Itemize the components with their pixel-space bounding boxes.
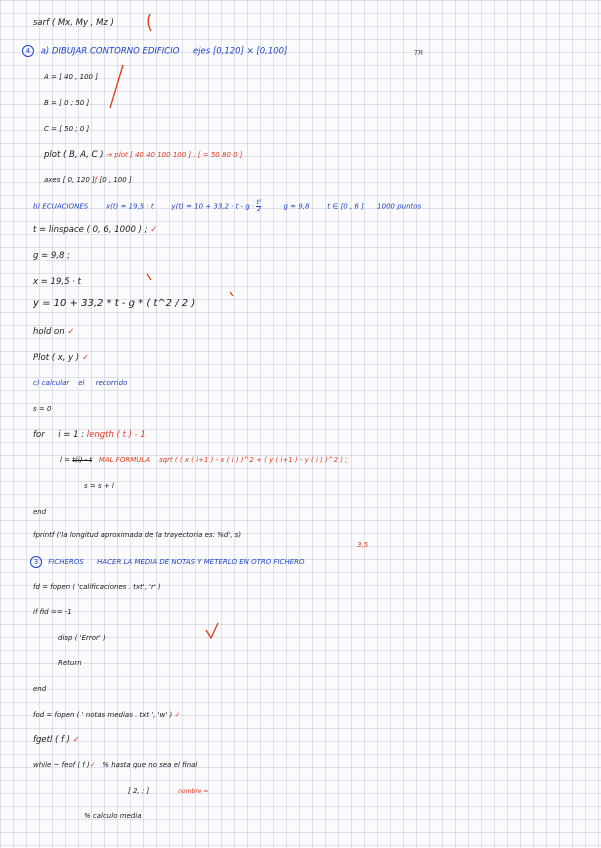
check-icon: ✓ (174, 711, 181, 719)
axes-call-tail: [0 , 100 ] (99, 176, 132, 184)
equations-heading (33, 200, 421, 213)
check-icon: ✓ (89, 761, 96, 769)
return-line: Return (58, 659, 82, 667)
point-b: B = [ 0 ; 50 ] (44, 99, 90, 107)
for-range: i = 1 : (58, 430, 85, 440)
while-comment: % hasta que no sea el final (102, 761, 198, 769)
section-c-word2: el (78, 379, 85, 387)
s-init: s = 0 (33, 405, 52, 413)
check-icon: ✓ (67, 327, 75, 337)
files-task: HACER LA MEDIA DE NOTAS Y METERLO EN OTRO FICHERO (97, 558, 305, 566)
fprintf-line: fprintf ('la longitud aproximada de la trayectoria es: %d', s) (33, 531, 242, 539)
end-for: end (33, 508, 47, 516)
red-bracket-stroke (148, 14, 151, 31)
for-line (33, 430, 146, 441)
check-icon: ✓ (150, 225, 158, 235)
s-accumulate: s = s + l (84, 482, 114, 490)
sqrt-formula: sqrt ( ( x ( i+1 ) - x ( i ) )^2 + ( y ( i+1 ) - y ( i ) )^2 ) ; (158, 456, 348, 464)
while-condition: while ~ feof ( f ) (33, 761, 90, 769)
axes-call: axes [ 0, 120 ] (44, 176, 95, 184)
section-number: 3 (30, 556, 42, 568)
linspace-call: t = linspace ( 0, 6, 1000 ) ; (33, 225, 148, 235)
red-tick-mark-2 (147, 274, 151, 280)
section-3-heading (30, 556, 305, 568)
plot-call: plot ( B, A, C ) (44, 150, 104, 160)
plot-correction: → plot [ 40 40 100 100 ] . [ = 50 80 0 ] (106, 151, 243, 159)
fraction-numerator: t² (256, 199, 262, 206)
distance-line (60, 455, 348, 466)
time-range: t ∈ [0 , 6 ] (327, 202, 364, 211)
fgetl-line (33, 735, 80, 746)
points-count: 1000 puntos (377, 202, 422, 211)
equations-title: b) ECUACIONES (33, 202, 89, 211)
disp-error: disp ( 'Error' ) (58, 634, 106, 642)
check-icon: ✓ (81, 353, 90, 363)
strike-mark: ƒ (94, 176, 98, 184)
axes-range: ejes [0,120] × [0,100] (192, 46, 288, 57)
point-a: A = [ 40 , 100 ] (44, 73, 98, 81)
struck-formula: t(i) - t (72, 456, 93, 464)
section-c-word1: c) calcular (33, 379, 70, 387)
row-slice: [ 2, : ] (128, 787, 150, 795)
fraction-denominator: 2 (256, 206, 261, 213)
red-slash-stroke (110, 65, 123, 108)
axes-line (44, 175, 132, 186)
wrong-formula-note: MAL FORMULA (98, 456, 151, 464)
files-title: FICHEROS (48, 558, 84, 566)
name-note: nombre = (178, 788, 209, 795)
l-assign: l = (60, 456, 71, 464)
plot-line (44, 150, 243, 161)
for-keyword: for (33, 430, 45, 440)
hold-on-call: hold on (33, 327, 65, 337)
row-slice-line (128, 786, 208, 797)
x-assignment: x = 19,5 · t (33, 277, 81, 287)
red-check-mark (206, 623, 218, 638)
score-mark: 3,5 (357, 541, 369, 549)
x-equation: x(t) = 19,5 · t (106, 202, 154, 211)
g-assignment: g = 9,8 ; (33, 251, 71, 261)
y-assignment: y = 10 + 33,2 * t - g * ( t^2 / 2 ) (33, 298, 196, 309)
section-c-word3: recorrido (95, 379, 128, 387)
fopen-read: fd = fopen ( 'calificaciones . txt', 'r' ) (33, 583, 161, 591)
while-line (33, 760, 197, 771)
fgetl-call: fgetl ( f ) (33, 735, 71, 745)
y-equation: y(t) = 10 + 33,2 · t - g · (171, 202, 255, 211)
gravity-value: g = 9,8 (283, 202, 310, 211)
check-icon: ✓ (72, 735, 80, 745)
fopen-write-line (33, 710, 180, 721)
if-line: if fid == -1 (33, 608, 72, 616)
section-4a-title: a) DIBUJAR CONTORNO EDIFICIO (40, 46, 180, 57)
linspace-line (33, 225, 157, 236)
media-comment: % calculo media (84, 812, 142, 820)
for-length-correction: length ( t ) - 1 (86, 430, 146, 440)
red-tick-mark (230, 292, 233, 296)
end-if: end (33, 685, 47, 693)
corner-note: TR (414, 49, 424, 57)
plot-xy-call: Plot ( x, y ) (33, 353, 80, 363)
section-c-heading (33, 378, 127, 389)
section-number: 4 (22, 45, 34, 57)
hold-on-line (33, 327, 74, 338)
plot-xy-line (33, 353, 89, 364)
fopen-write: fod = fopen ( ' notas medias . txt ', 'w' ) (33, 711, 173, 719)
function-header: sarf ( Mx, My , Mz ) (33, 18, 114, 28)
fraction (256, 200, 261, 213)
section-4-heading (22, 45, 287, 58)
point-c: C = [ 50 ; 0 ] (44, 125, 90, 133)
